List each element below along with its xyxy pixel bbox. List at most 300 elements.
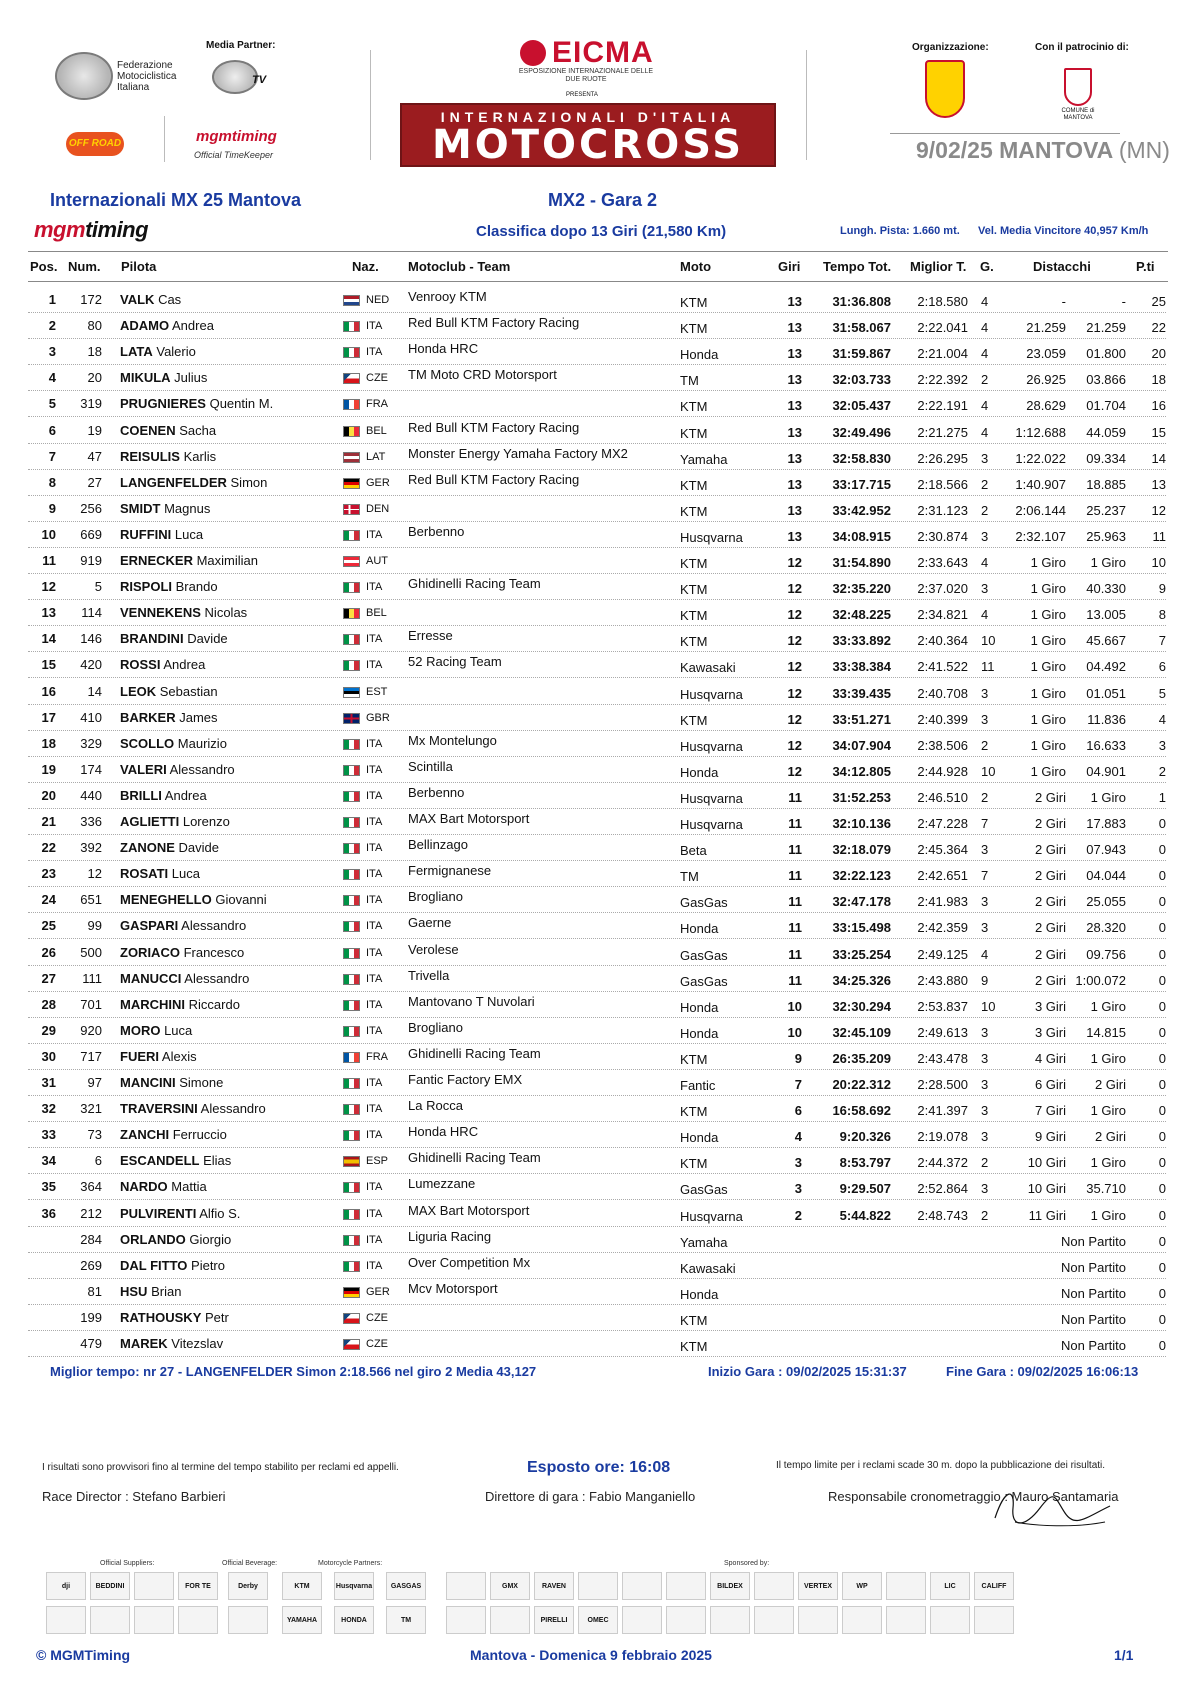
rider-firstname: Alessandro <box>200 1101 266 1117</box>
rider-name-cell <box>120 840 219 855</box>
gap-leader-cell: 2 Giri <box>1034 972 1066 988</box>
bike-cell: Honda <box>680 1025 719 1041</box>
sponsor-logo: BILDEX <box>710 1572 750 1600</box>
best-lap-number-cell: 2 <box>981 502 989 518</box>
rider-lastname: BRILLI <box>120 787 162 803</box>
gap-leader-cell: 1:12.688 <box>1015 424 1066 440</box>
header-divider <box>370 50 371 160</box>
rider-lastname: PRUGNIERES <box>120 396 206 412</box>
number-cell: 114 <box>81 605 102 621</box>
rider-lastname: MANCINI <box>120 1075 176 1090</box>
gap-prev-cell: 1:00.072 <box>1075 972 1126 988</box>
sponsor-logo: OMEC <box>578 1606 618 1634</box>
team-cell: Red Bull KTM Factory Racing <box>408 471 580 487</box>
nation-code: ITA <box>366 346 383 359</box>
points-cell: 0 <box>1158 1285 1166 1301</box>
points-cell: 9 <box>1158 581 1166 597</box>
rider-name-cell <box>120 918 246 933</box>
team-cell: Brogliano <box>408 889 463 905</box>
best-lap-number-cell: 3 <box>981 842 989 858</box>
rider-firstname: Magnus <box>164 500 211 516</box>
bike-cell: Husqvarna <box>680 790 743 806</box>
flag-icon <box>343 921 360 932</box>
gap-prev-cell: 07.943 <box>1086 842 1126 858</box>
points-cell: 0 <box>1158 816 1166 831</box>
team-cell: Berbenno <box>408 784 465 800</box>
timing-manager: Responsabile cronometraggio : Mauro Santamaria <box>828 1489 1119 1504</box>
flag-icon <box>343 530 360 541</box>
points-cell: 0 <box>1158 842 1166 858</box>
team-cell: Fantic Factory EMX <box>408 1072 523 1087</box>
best-lap-cell: 2:28.500 <box>917 1077 968 1092</box>
flag-icon <box>343 713 360 724</box>
points-cell: 0 <box>1158 1077 1166 1092</box>
position-cell: 14 <box>41 631 56 647</box>
best-lap-cell: 2:44.928 <box>917 763 968 779</box>
posted-time: Esposto ore: 16:08 <box>527 1459 671 1476</box>
gap-leader-cell: 10 Giri <box>1027 1155 1066 1171</box>
gap-prev-cell: 2 Giri <box>1094 1129 1126 1145</box>
best-lap-number-cell: 3 <box>981 1077 989 1092</box>
nation-code: ITA <box>366 998 383 1011</box>
nation-code: ITA <box>366 763 383 776</box>
number-cell: 920 <box>80 1022 102 1038</box>
flag-icon <box>343 948 360 959</box>
points-cell: 22 <box>1151 320 1166 336</box>
laps-cell: 13 <box>787 502 802 518</box>
status-cell: Non Partito <box>1060 1259 1126 1275</box>
rider-firstname: Valerio <box>156 344 196 360</box>
media-partner-label: Media Partner: <box>206 40 276 51</box>
flag-icon <box>343 1182 360 1193</box>
position-cell: 8 <box>48 474 56 490</box>
bike-cell: Kawasaki <box>680 660 736 676</box>
bike-cell: Honda <box>680 921 719 937</box>
laps-cell: 12 <box>787 607 802 623</box>
rider-firstname: Alexis <box>161 1048 197 1064</box>
total-time-cell: 34:12.805 <box>832 763 891 779</box>
total-time-cell: 32:18.079 <box>832 842 891 858</box>
rider-name-cell <box>120 318 214 333</box>
rider-name-cell <box>120 684 218 699</box>
flag-icon <box>343 1052 360 1063</box>
bike-cell: KTM <box>680 295 708 310</box>
number-cell: 364 <box>80 1179 102 1195</box>
status-cell: Non Partito <box>1060 1338 1126 1353</box>
laps-cell: 13 <box>787 476 802 492</box>
rider-firstname: Alessandro <box>169 761 235 777</box>
col-moto: Moto <box>680 259 712 274</box>
points-cell: 11 <box>1152 528 1166 544</box>
laps-cell: 13 <box>787 424 802 440</box>
fmi-text: Federazione Motociclistica Italiana <box>117 60 177 93</box>
table-row <box>0 365 1190 391</box>
table-row <box>0 418 1190 444</box>
best-lap-cell: 2:44.372 <box>917 1155 968 1171</box>
bike-cell: GasGas <box>680 973 728 989</box>
best-lap-cell: 2:40.708 <box>917 685 968 701</box>
race-end: Fine Gara : 09/02/2025 16:06:13 <box>946 1364 1139 1379</box>
status-cell: Non Partito <box>1060 1311 1126 1327</box>
rider-lastname: MAREK <box>120 1336 168 1351</box>
number-cell: 212 <box>80 1205 102 1221</box>
team-cell: Ghidinelli Racing Team <box>408 1150 541 1166</box>
total-time-cell: 16:58.692 <box>832 1103 891 1119</box>
nation-code: ESP <box>366 1155 389 1168</box>
rider-firstname: Maurizio <box>177 735 227 751</box>
bike-cell: GasGas <box>680 1182 728 1198</box>
sponsor-logo: Derby <box>228 1572 268 1600</box>
flag-icon <box>343 556 360 567</box>
flag-icon <box>343 478 360 489</box>
total-time-cell: 34:25.326 <box>832 972 891 988</box>
sponsor-logo <box>446 1572 486 1600</box>
position-cell: 27 <box>41 970 56 986</box>
best-lap-cell: 2:21.004 <box>917 346 968 362</box>
bike-cell: KTM <box>680 1339 708 1354</box>
nation-code: LAT <box>366 450 386 463</box>
flag-icon <box>343 1287 360 1298</box>
sponsor-logo <box>886 1572 926 1600</box>
points-cell: 0 <box>1158 920 1166 936</box>
gap-prev-cell: 2 Giri <box>1094 1077 1126 1092</box>
rider-lastname: PULVIRENTI <box>120 1205 197 1221</box>
best-lap-cell: 2:22.041 <box>917 320 968 336</box>
nation-code: ITA <box>366 946 383 959</box>
number-cell: 81 <box>87 1283 102 1299</box>
gap-prev-cell: 17.883 <box>1086 816 1126 831</box>
rider-lastname: LEOK <box>120 683 157 699</box>
sponsor-group-label: Official Suppliers: <box>100 1560 155 1567</box>
best-lap-cell: 2:48.743 <box>917 1207 968 1223</box>
rider-lastname: DAL FITTO <box>120 1257 188 1273</box>
points-cell: 25 <box>1151 294 1166 309</box>
gap-prev-cell: 04.901 <box>1086 763 1126 779</box>
rider-name-cell <box>120 579 218 594</box>
best-lap-number-cell: 4 <box>981 398 989 414</box>
position-cell: 3 <box>48 344 56 360</box>
gap-leader-cell: 2 Giri <box>1034 946 1066 962</box>
sponsor-logo: WP <box>842 1572 882 1600</box>
gap-leader-cell: 1 Giro <box>1030 659 1066 675</box>
mgmtiming-logo-small: mgmtiming <box>196 128 277 145</box>
rider-lastname: HSU <box>120 1283 148 1299</box>
sponsor-logo <box>798 1606 838 1634</box>
media-partner-tv: TV <box>252 74 267 86</box>
position-cell: 29 <box>41 1022 56 1038</box>
rider-name-cell <box>120 1023 192 1038</box>
gap-prev-cell: 1 Giro <box>1090 1207 1126 1223</box>
rider-name-cell <box>120 370 207 385</box>
nation-code: ITA <box>366 528 383 541</box>
flag-icon <box>343 582 360 593</box>
rider-firstname: Riccardo <box>188 996 240 1012</box>
best-lap-cell: 2:49.613 <box>917 1024 968 1040</box>
best-lap-cell: 2:53.837 <box>917 998 968 1014</box>
gap-prev-cell: 1 Giro <box>1090 1050 1126 1066</box>
team-cell: Venrooy KTM <box>408 289 487 304</box>
points-cell: 2 <box>1158 763 1166 779</box>
flag-icon <box>343 608 360 619</box>
laps-cell: 11 <box>788 972 802 988</box>
number-cell: 319 <box>80 396 102 412</box>
number-cell: 392 <box>80 840 102 856</box>
rider-firstname: Andrea <box>172 318 214 334</box>
table-row <box>0 600 1190 626</box>
best-lap-cell: 2:26.295 <box>917 450 968 466</box>
table-row <box>0 313 1190 339</box>
sponsor-logo <box>46 1606 86 1634</box>
best-lap-number-cell: 3 <box>981 581 989 597</box>
sponsor-logo <box>754 1606 794 1634</box>
best-lap-number-cell: 2 <box>981 737 989 753</box>
mgmtiming-logo: mgmtiming <box>34 217 149 242</box>
best-lap-number-cell: 2 <box>981 1155 989 1171</box>
team-cell: Red Bull KTM Factory Racing <box>408 419 580 435</box>
points-cell: 0 <box>1158 1050 1166 1066</box>
bike-cell: Honda <box>680 1286 719 1302</box>
number-cell: 651 <box>80 892 102 908</box>
points-cell: 0 <box>1158 1207 1166 1223</box>
gap-prev-cell: 21.259 <box>1086 320 1126 336</box>
flag-icon <box>343 1156 360 1167</box>
best-lap-number-cell: 4 <box>981 320 989 336</box>
best-lap-cell: 2:41.397 <box>917 1103 968 1119</box>
rider-firstname: Brian <box>151 1283 182 1299</box>
rider-lastname: GASPARI <box>120 918 179 934</box>
number-cell: 73 <box>87 1127 102 1143</box>
motocross-banner <box>400 103 776 167</box>
table-row <box>0 1279 1190 1305</box>
bike-cell: KTM <box>680 556 708 571</box>
best-lap-number-cell: 3 <box>981 711 989 727</box>
table-row <box>0 626 1190 652</box>
bike-cell: KTM <box>680 1051 708 1067</box>
rider-firstname: Francesco <box>183 944 245 960</box>
points-cell: 0 <box>1158 1259 1166 1275</box>
best-lap-cell: 2:34.821 <box>917 607 968 623</box>
flag-icon <box>343 504 360 515</box>
points-cell: 13 <box>1151 476 1166 492</box>
nation-code: ITA <box>366 320 383 333</box>
bike-cell: Honda <box>680 764 719 780</box>
number-cell: 80 <box>87 318 102 334</box>
laps-cell: 13 <box>787 450 802 466</box>
flag-icon <box>343 765 360 776</box>
sponsor-logo: HONDA <box>334 1606 374 1634</box>
number-cell: 14 <box>87 683 102 699</box>
best-lap-cell: 2:42.359 <box>917 920 968 936</box>
position-cell: 11 <box>42 553 56 568</box>
rider-lastname: NARDO <box>120 1179 168 1195</box>
rider-name-cell <box>120 631 228 646</box>
gap-leader-cell: 1 Giro <box>1030 711 1066 727</box>
status-cell: Non Partito <box>1060 1285 1126 1301</box>
gap-leader-cell: 1:40.907 <box>1015 476 1066 492</box>
number-cell: 284 <box>80 1231 102 1247</box>
rider-name-cell <box>120 814 230 829</box>
gap-prev-cell: 1 Giro <box>1090 555 1126 570</box>
col-naz: Naz. <box>352 259 379 274</box>
number-cell: 199 <box>80 1309 102 1325</box>
table-top-rule <box>28 251 1168 252</box>
flag-icon <box>343 321 360 332</box>
table-row <box>0 522 1190 548</box>
organizer-logo <box>925 60 965 118</box>
best-lap-info: Miglior tempo: nr 27 - LANGENFELDER Simon 2:18.566 nel giro 2 Media 43,127 <box>50 1364 537 1379</box>
sponsor-logo <box>886 1606 926 1634</box>
laps-cell: 12 <box>787 555 802 570</box>
gap-leader-cell: 2:32.107 <box>1015 528 1066 544</box>
best-lap-number-cell: 4 <box>981 555 989 570</box>
rider-name-cell <box>120 527 203 542</box>
comune-text: COMUNE di MANTOVA <box>1061 108 1095 121</box>
rider-name-cell <box>120 710 218 725</box>
col-num: Num. <box>68 259 101 274</box>
sponsor-logo: PIRELLI <box>534 1606 574 1634</box>
bike-cell: Honda <box>680 999 719 1015</box>
position-cell: 13 <box>41 605 56 621</box>
rider-lastname: REISULIS <box>120 448 180 464</box>
table-row <box>0 1148 1190 1174</box>
total-time-cell: 32:30.294 <box>832 998 891 1014</box>
rider-lastname: LANGENFELDER <box>120 474 227 490</box>
flag-icon <box>343 1104 360 1115</box>
number-cell: 717 <box>80 1048 102 1064</box>
best-lap-number-cell: 7 <box>981 816 989 831</box>
best-lap-cell: 2:18.566 <box>917 476 968 492</box>
table-row <box>0 339 1190 365</box>
laps-cell: 12 <box>787 581 802 597</box>
best-lap-cell: 2:37.020 <box>917 581 968 597</box>
rider-lastname: AGLIETTI <box>120 814 180 829</box>
best-lap-number-cell: 7 <box>981 868 989 884</box>
sponsor-logo: dji <box>46 1572 86 1600</box>
best-lap-cell: 2:22.392 <box>917 372 968 388</box>
sponsor-logo <box>178 1606 218 1634</box>
total-time-cell: 20:22.312 <box>832 1077 891 1092</box>
number-cell: 479 <box>80 1336 102 1351</box>
team-cell: Trivella <box>408 967 450 983</box>
nation-code: ITA <box>366 1207 383 1220</box>
team-cell: 52 Racing Team <box>408 654 502 670</box>
gap-prev-cell: 25.055 <box>1086 894 1126 910</box>
team-cell: Erresse <box>408 628 453 644</box>
classifica-subtitle: Classifica dopo 13 Giri (21,580 Km) <box>476 223 727 240</box>
laps-cell: 6 <box>794 1103 802 1119</box>
gap-leader-cell: 9 Giri <box>1034 1129 1066 1145</box>
best-lap-cell: 2:43.478 <box>917 1050 968 1066</box>
number-cell: 47 <box>87 448 102 464</box>
best-lap-number-cell: 4 <box>981 294 989 309</box>
rider-firstname: Vitezslav <box>171 1336 224 1351</box>
claim-deadline-note: Il tempo limite per i reclami scade 30 m. dopo la pubblicazione dei risultati. <box>776 1460 1106 1471</box>
total-time-cell: 31:59.867 <box>832 346 891 362</box>
flag-icon <box>343 1313 360 1324</box>
number-cell: 669 <box>80 526 102 542</box>
position-cell: 25 <box>41 918 56 934</box>
sponsor-logo: RAVEN <box>534 1572 574 1600</box>
gap-prev-cell: 1 Giro <box>1090 1103 1126 1119</box>
number-cell: 174 <box>80 761 102 777</box>
points-cell: 0 <box>1158 1338 1166 1353</box>
rider-lastname: TRAVERSINI <box>120 1101 198 1117</box>
best-lap-number-cell: 10 <box>981 998 996 1014</box>
best-lap-number-cell: 11 <box>981 659 995 675</box>
best-lap-number-cell: 3 <box>981 1181 989 1197</box>
points-cell: 0 <box>1158 1233 1166 1249</box>
table-row <box>0 470 1190 496</box>
event-title: Internazionali MX 25 Mantova <box>50 190 302 210</box>
offroad-logo: OFF ROAD <box>66 132 124 156</box>
sponsor-logo <box>710 1606 750 1634</box>
gap-leader-cell: 1:22.022 <box>1015 450 1066 466</box>
bike-cell: KTM <box>680 477 708 493</box>
number-cell: 440 <box>80 787 102 803</box>
best-lap-cell: 2:19.078 <box>917 1129 968 1145</box>
rider-firstname: Luca <box>164 1022 193 1038</box>
organizzazione-label: Organizzazione: <box>912 42 989 53</box>
best-lap-cell: 2:22.191 <box>917 398 968 414</box>
nation-code: CZE <box>366 372 388 385</box>
sponsor-logo: GMX <box>490 1572 530 1600</box>
total-time-cell: 32:49.496 <box>832 424 891 440</box>
table-row <box>0 1305 1190 1331</box>
laps-cell: 13 <box>787 398 802 414</box>
flag-icon <box>343 739 360 750</box>
table-row <box>0 287 1190 313</box>
nation-code: ITA <box>366 1233 383 1246</box>
position-cell: 26 <box>41 944 56 960</box>
track-length: Lungh. Pista: 1.660 mt. <box>840 225 960 237</box>
rider-name-cell <box>120 1284 181 1299</box>
rider-lastname: LATA <box>120 344 153 360</box>
rider-name-cell <box>120 1049 197 1064</box>
bike-cell: GasGas <box>680 895 728 911</box>
status-cell: Non Partito <box>1060 1233 1126 1249</box>
total-time-cell: 32:48.225 <box>832 607 891 623</box>
team-cell: Red Bull KTM Factory Racing <box>408 315 580 331</box>
laps-cell: 13 <box>787 372 802 388</box>
table-row <box>0 966 1190 992</box>
rider-firstname: Karlis <box>183 448 217 464</box>
total-time-cell: 32:10.136 <box>832 816 891 831</box>
table-row <box>0 1174 1190 1200</box>
flag-icon <box>343 869 360 880</box>
flag-icon <box>343 1026 360 1037</box>
table-row <box>0 887 1190 913</box>
position-cell: 7 <box>48 448 56 464</box>
rider-name-cell <box>120 344 196 359</box>
sponsor-logo <box>930 1606 970 1634</box>
bike-cell: Beta <box>680 843 707 859</box>
points-cell: 5 <box>1158 685 1166 701</box>
rider-firstname: Alessandro <box>184 970 250 986</box>
team-cell: La Rocca <box>408 1098 463 1114</box>
laps-cell: 4 <box>794 1129 802 1145</box>
position-cell: 16 <box>41 683 56 699</box>
team-cell: Ghidinelli Racing Team <box>408 1045 541 1061</box>
nation-code: ITA <box>366 1259 383 1272</box>
number-cell: 269 <box>80 1257 102 1273</box>
number-cell: 97 <box>87 1075 102 1090</box>
table-row <box>0 444 1190 470</box>
total-time-cell: 9:29.507 <box>839 1181 891 1197</box>
sponsor-logo: CALIFF <box>974 1572 1014 1600</box>
rider-firstname: Luca <box>174 526 204 542</box>
gap-prev-cell: 16.633 <box>1086 737 1126 753</box>
table-row <box>0 809 1190 835</box>
